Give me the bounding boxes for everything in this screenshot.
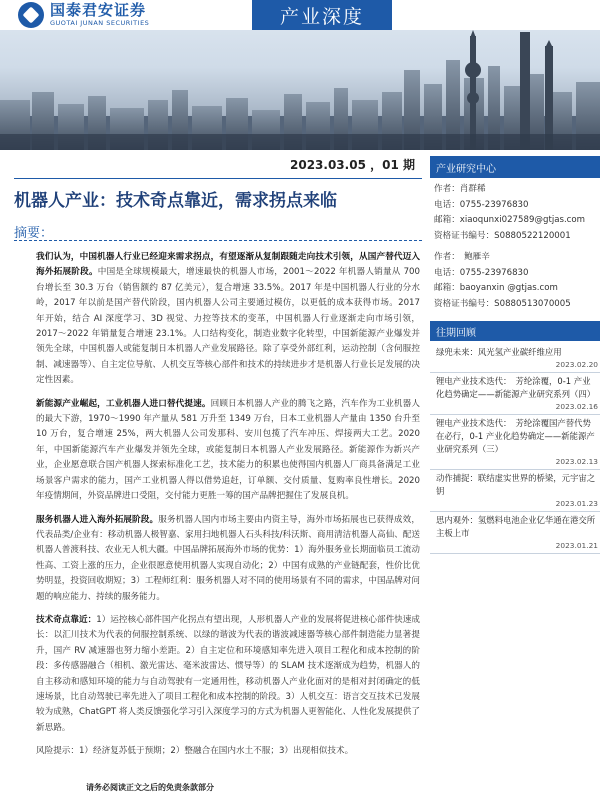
past-report-date: 2023.01.21 — [555, 541, 598, 550]
past-report-date: 2023.02.16 — [555, 402, 598, 411]
analyst-cert: 资格证书编号：S0880513070005 — [434, 298, 571, 309]
analyst-author: 作者：肖群稀 — [434, 184, 486, 194]
company-name-cn: 国泰君安证券 — [50, 1, 147, 20]
analyst-email[interactable]: 邮箱：baoyanxin @gtjas.com — [434, 283, 558, 294]
past-report-item[interactable] — [430, 470, 600, 512]
company-name-en: GUOTAI JUNAN SECURITIES — [50, 19, 150, 28]
paragraph-lead: 技术奇点靠近： — [36, 614, 97, 625]
analyst-author: 作者： 鲍雁辛 — [434, 252, 490, 262]
report-type-badge: 产业深度 — [252, 0, 392, 30]
abstract-body — [36, 250, 420, 768]
past-report-title[interactable]: 锂电产业技术迭代： 芳纶涂覆国产替代势在必行，0-1 产业化趋势确定——新能源产业研究系列（三） — [436, 418, 595, 454]
analyst-card — [434, 182, 600, 244]
analyst-cert: 资格证书编号：S0880522120001 — [434, 230, 571, 241]
paragraph-lead: 服务机器人进入海外拓展阶段。 — [36, 514, 159, 525]
research-center-header: 产业研究中心 — [430, 156, 600, 178]
past-report-title[interactable]: 锂电产业技术迭代： 芳纶涂覆，0-1 产业化趋势确定——新能源产业研究系列（四） — [436, 376, 596, 399]
paragraph-text: 中国是全球规模最大，增速最快的机器人市场，2001～2022 年机器人销量从 700 台增长至 30.3 万台（销售额约 87 亿美元），复合增速 33.5%。2017 年是中国机器人行业的分水岭，2017 年以前是国产替代阶段，国内机器人公司主要通过模仿，以更低的成本获得市场。2017 年开始，结合 AI 深度学习、3D 视觉、力控等技术的变革，中国机器人行业逐渐走向市场引领，2017～2022 年销量复合增速 23.1%。人口结构变化，制造业数字化转型，中国新能源产业爆发并领先全球，中国机器人或能复制日本机器人产业发展路径。除了享受外部红利，运动控制（含伺服控制、减速器等）、自主定位导航、人机交互等核心部件和技术的持续进步才是机器人行业长足发展的决定性因素。 — [36, 267, 420, 386]
paragraph-text: 1）运控核心部件国产化拐点有望出现，人形机器人产业的发展将促进核心部件快速成长：以汇川技术为代表的伺服控制系统、以绿的谐波为代表的谐波减速器等核心部件制造能力显著提升，国产 RV 减速器也努力缩小差距。2）自主定位和环境感知率先进入项目工程化和成本控制的阶段：多传感器融合（相机、激光雷达、毫米波雷达、惯导等）的 SLAM 技术逐渐成为趋势，机器人的自主移动和感知环境的能力与自动驾驶有一定通用性，移动机器人产业化面对的是相对封闭确定的低速场景，比自动驾驶已率先进入了项目工程化和成本控制的阶段。3）人机交互：语言交互技术已发展较为成熟，ChatGPT 将人类反馈强化学习引入深度学习的方式为机器人更智能化、人性化发展提供了新思路。 — [36, 614, 420, 733]
issue-date: 2023.03.05 ，01 期 — [290, 158, 415, 172]
paragraph — [36, 613, 420, 736]
analyst-phone: 电话：0755-23976830 — [434, 199, 529, 210]
paragraph — [36, 250, 420, 389]
analyst-email[interactable]: 邮箱：xiaoqunxi027589@gtjas.com — [434, 215, 586, 226]
divider — [14, 178, 422, 179]
report-title: 机器人产业：技术奇点靠近，需求拐点来临 — [14, 191, 337, 211]
abstract-label: 摘要： — [14, 226, 54, 241]
paragraph-lead: 我们认为，中国机器人行业已经迎来需求拐点，有望逐渐从复制跟随走向技术引领，从国产替代迈入海外拓展阶段。 — [36, 252, 420, 278]
past-report-item[interactable] — [430, 415, 600, 470]
city-skyline-image — [0, 30, 600, 150]
disclaimer-note: 请务必阅读正文之后的免责条款部分 — [86, 783, 214, 792]
logo-text — [50, 3, 149, 27]
paragraph — [36, 397, 420, 505]
past-reports-list — [430, 344, 600, 554]
company-logo — [18, 2, 149, 28]
past-report-item[interactable] — [430, 512, 600, 554]
analyst-card — [434, 250, 600, 312]
past-report-item[interactable] — [430, 373, 600, 415]
past-report-item[interactable] — [430, 344, 600, 373]
past-report-date: 2023.02.20 — [555, 360, 598, 369]
past-report-date: 2023.02.13 — [555, 457, 598, 466]
past-report-title[interactable]: 思内观外：氢燃料电池企业亿华通在港交所主板上市 — [436, 515, 596, 538]
past-report-title[interactable]: 绿兜未来：风光氢产业碳纤维应用 — [436, 347, 562, 357]
abstract-divider — [14, 240, 422, 241]
paragraph-text: 回顾日本机器人产业的腾飞之路，汽车作为工业机器人的最大下游，1970～1990 年产量从 581 万升至 1349 万台，日本工业机器人产量由 1350 台升至 10 万台，复合增速 25%，两大机器人公司发那科、安川包揽了汽车冲压、焊接两大工艺。2020 年，中国新能源汽车产业爆发并领先全球，或能复制日本机器人产业发展路径。新能源作为新兴产业，企业愿意联合国产机器人探索标准化工艺，技术能力的积累也使得国内机器人厂商具备满足工业场景客户需求的能力，国产工业机器人得以借势追赶，订单额、交付质量、复购率良性增长。2020 年疫情期间，外资品牌进口受阻，交付能力更胜一筹的国产品牌把握住了发展良机。 — [36, 398, 420, 502]
header-banner — [0, 0, 600, 150]
past-report-title[interactable]: 动作捕捉：联结虚实世界的桥梁，元宇宙之钥 — [436, 473, 596, 496]
past-report-date: 2023.01.23 — [555, 499, 598, 508]
paragraph — [36, 513, 420, 605]
risk-warning: 风险提示：1）经济复苏低于预期；2）整融合在国内水土不服；3）出现相似技术。 — [36, 746, 354, 757]
paragraph-text: 服务机器人国内市场主要由内资主导，海外市场拓展也已获得成效，代表品类/企业有：移动机器人极智嘉、家用扫地机器人石头科技/科沃斯、商用清洁机器人高仙、配送机器人普渡科技、农业无人机大疆。中国品牌拓展海外市场的优势：1）海外服务业长期面临员工流动性高、工资上涨的压力，企业很愿意使用机器人实现自动化；2）中国有成熟的产业链配套，性价比优势明显，投资回收期短；3）工程师红利：服务机器人对不同的使用场景有不同的需求，中国品牌对问题的响应能力、持续的服务能力。 — [36, 514, 420, 602]
paragraph-lead: 新能源产业崛起，工业机器人进口替代提速。 — [36, 398, 211, 409]
logo-emblem-icon — [18, 2, 44, 28]
past-reports-header: 往期回顾 — [430, 321, 600, 341]
analyst-phone: 电话：0755-23976830 — [434, 267, 529, 278]
